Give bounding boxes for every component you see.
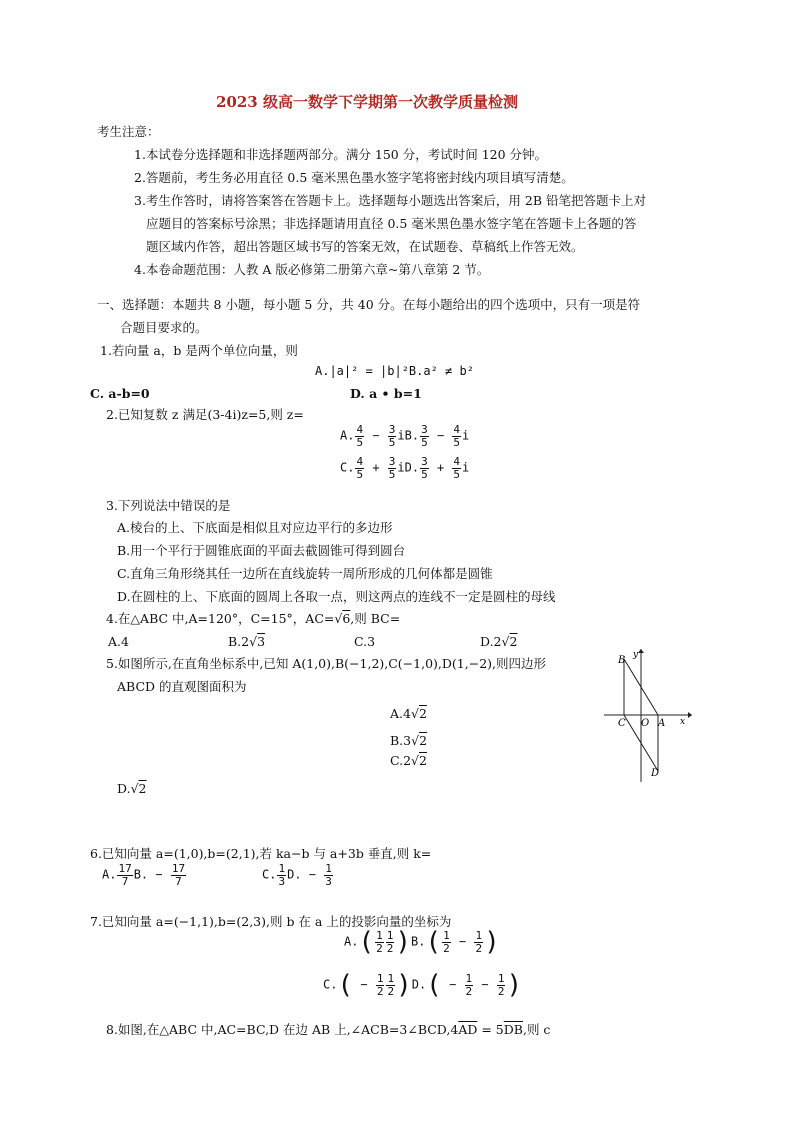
fraction: $\frac{4}{5}$ bbox=[453, 455, 461, 481]
question-1-option-c: C. a-b=0 bbox=[90, 386, 150, 401]
question-5-stem-cont: ABCD 的直观图面积为 bbox=[117, 679, 247, 694]
notice-item: 2.答题前，考生务必用直径 0.5 毫米黑色墨水签字笔将密封线内项目填写清楚。 bbox=[134, 170, 574, 185]
question-1-option-ab: A.|a|² = |b|²B.a² ≠ b² bbox=[315, 364, 474, 378]
question-1-option-d: D. a • b=1 bbox=[350, 386, 422, 401]
plus-sign: + bbox=[436, 460, 445, 475]
question-4-option-b: B.2√3 bbox=[228, 634, 266, 649]
imag-unit: i bbox=[462, 460, 470, 475]
x-axis-arrow bbox=[688, 712, 692, 718]
label-x: x bbox=[680, 717, 686, 727]
label-a: A bbox=[658, 718, 666, 729]
question-4-stem: 4.在△ABC 中,A=120°，C=15°，AC=√6,则 BC= bbox=[106, 611, 401, 626]
q4-stem-tail: ,则 BC= bbox=[350, 611, 401, 626]
fraction: $\frac{4}{5}$ bbox=[356, 423, 364, 449]
q4-stem-text: 4.在△ABC 中,A=120°，C=15°，AC= bbox=[106, 611, 335, 626]
label-c: C bbox=[618, 718, 626, 729]
question-6-options-ab: A. $\frac{17}{7}$ B. − $\frac{17}{7}$ bbox=[102, 862, 186, 888]
question-7-options-ab: A.( $\frac{1}{2}$ $\frac{1}{2}$ )B.( $\frac{1}{2}$ − $\frac{1}{2}$ ) bbox=[344, 927, 500, 957]
label-b: B bbox=[618, 655, 626, 666]
label-o: O bbox=[641, 718, 650, 729]
question-7-stem: 7.已知向量 a=(−1,1),b=(2,3),则 b 在 a 上的投影向量的坐标为 bbox=[90, 914, 452, 929]
label-d: D bbox=[651, 768, 660, 779]
question-3-option-d: D.在圆柱的上、下底面的圆周上各取一点，则这两点的连线不一定是圆柱的母线 bbox=[117, 589, 556, 604]
question-3-option-c: C.直角三角形绕其任一边所在直线旋转一周所形成的几何体都是圆锥 bbox=[117, 566, 493, 581]
q2-c-label: C. bbox=[340, 460, 355, 475]
label-y: y bbox=[633, 650, 639, 660]
question-4-option-c: C.3 bbox=[354, 634, 376, 649]
question-1-stem: 1.若向量 a，b 是两个单位向量，则 bbox=[100, 343, 298, 358]
minus-sign: − bbox=[436, 428, 445, 443]
exam-title: 2023 级高一数学下学期第一次教学质量检测 bbox=[216, 93, 518, 111]
question-3-stem: 3.下列说法中错误的是 bbox=[106, 498, 231, 513]
q2-a-label: A. bbox=[340, 428, 355, 443]
fraction: $\frac{3}{5}$ bbox=[421, 455, 428, 481]
radicand: 6 bbox=[342, 611, 351, 626]
notice-heading: 考生注意： bbox=[97, 124, 160, 139]
fraction: $\frac{3}{5}$ bbox=[421, 423, 428, 449]
notice-item: 4.本卷命题范围：人教 A 版必修第二册第六章~第八章第 2 节。 bbox=[134, 262, 490, 277]
question-6-stem: 6.已知向量 a=(1,0),b=(2,1),若 ka−b 与 a+3b 垂直,则 k= bbox=[90, 846, 432, 861]
question-5-option-a: A.4√2 bbox=[390, 706, 427, 721]
fraction: $\frac{4}{5}$ bbox=[356, 455, 364, 481]
q8-stem-tail: ,则 c bbox=[522, 1022, 551, 1037]
section-heading-cont: 合题目要求的。 bbox=[120, 320, 208, 335]
question-7-options-cd: C.( − $\frac{1}{2}$ $\frac{1}{2}$ )D.( − $\frac{1}{2}$ − $\frac{1}{2}$ ) bbox=[323, 970, 523, 1000]
fraction: $\frac{3}{5}$ bbox=[388, 423, 396, 449]
y-axis-arrow bbox=[638, 649, 644, 653]
question-8-stem bbox=[106, 1022, 550, 1038]
minus-sign: − bbox=[372, 428, 380, 443]
fraction: $\frac{3}{5}$ bbox=[388, 455, 396, 481]
question-2-options-ab bbox=[340, 424, 469, 448]
notice-item: 应题目的答案标号涂黑；非选择题请用直径 0.5 毫米黑色墨水签字笔在答题卡上各题的答 bbox=[146, 216, 637, 231]
question-4-option-d: D.2√2 bbox=[480, 634, 518, 649]
notice-item: 1.本试卷分选择题和非选择题两部分。满分 150 分，考试时间 120 分钟。 bbox=[134, 147, 548, 162]
vector-ad: $\overline{AD}$ bbox=[458, 1022, 478, 1037]
question-5-option-d: D.√2 bbox=[117, 781, 147, 796]
q8-stem-text: 8.如图,在△ABC 中,AC=BC,D 在边 AB 上,∠ACB=3∠BCD,4 bbox=[106, 1022, 459, 1037]
notice-item: 3.考生作答时，请将答案答在答题卡上。选择题每小题选出答案后，用 2B 铅笔把答题卡上对 bbox=[134, 193, 647, 208]
question-2-options-cd bbox=[340, 456, 469, 480]
plus-sign: + bbox=[372, 460, 380, 475]
question-3-option-b: B.用一个平行于圆锥底面的平面去截圆锥可得到圆台 bbox=[117, 543, 406, 558]
question-3-option-a: A.棱台的上、下底面是相似且对应边平行的多边形 bbox=[117, 520, 393, 535]
quadrilateral-figure bbox=[600, 645, 695, 785]
vector-db: $\overline{DB}$ bbox=[503, 1022, 523, 1037]
imag-unit: i bbox=[462, 428, 470, 443]
question-4-option-a: A.4 bbox=[108, 634, 129, 649]
question-2-stem: 2.已知复数 z 满足(3-4i)z=5,则 z= bbox=[106, 407, 304, 422]
notice-item: 题区域内作答，超出答题区域书写的答案无效，在试题卷、草稿纸上作答无效。 bbox=[146, 239, 584, 254]
fraction: $\frac{4}{5}$ bbox=[453, 423, 461, 449]
q2-b-label: iB. bbox=[397, 428, 420, 443]
q2-d-label: iD. bbox=[397, 460, 420, 475]
section-heading: 一、选择题：本题共 8 小题，每小题 5 分，共 40 分。在每小题给出的四个选项中，只有一项是符 bbox=[97, 297, 641, 312]
question-6-options-cd: C. $\frac{1}{3}$ D. − $\frac{1}{3}$ bbox=[262, 862, 332, 888]
question-5-option-b: B.3√2 bbox=[390, 733, 428, 748]
q8-equals: = 5 bbox=[477, 1022, 504, 1037]
question-5-option-c: C.2√2 bbox=[390, 753, 427, 768]
question-5-stem: 5.如图所示,在直角坐标系中,已知 A(1,0),B(−1,2),C(−1,0),D(1,−2),则四边形 bbox=[106, 656, 546, 671]
